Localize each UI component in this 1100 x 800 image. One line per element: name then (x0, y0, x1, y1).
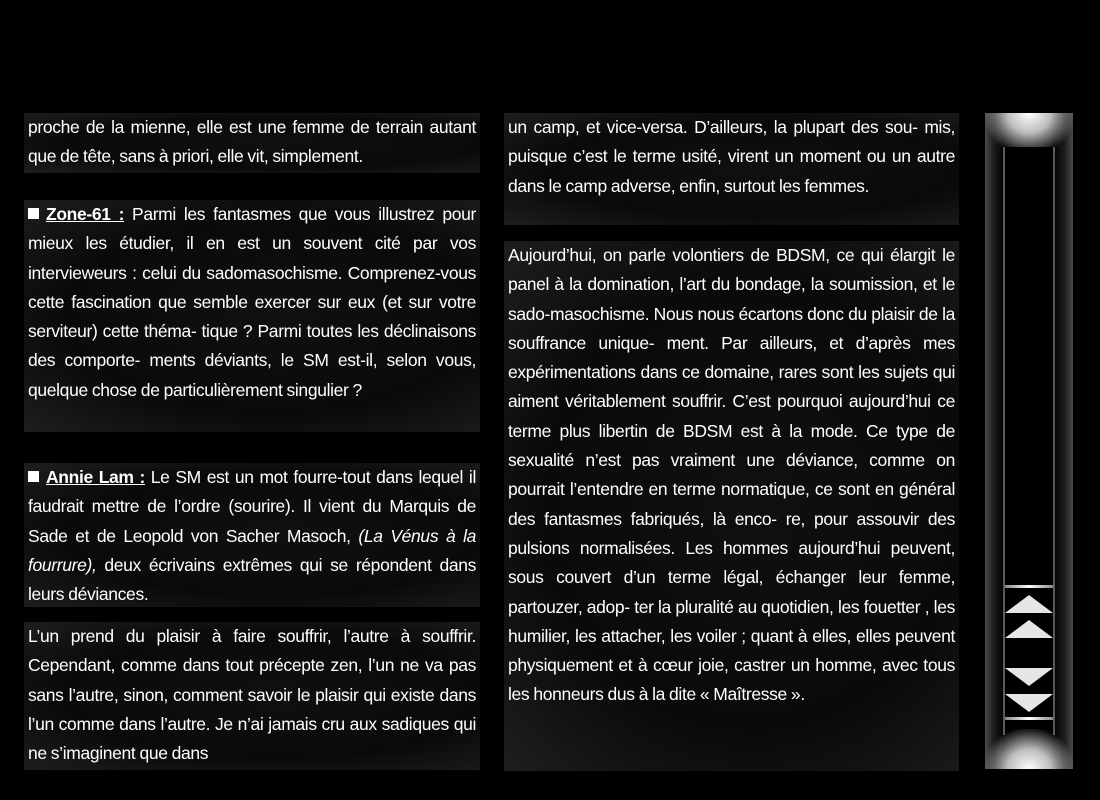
book-title: (La Vénus à la fourrure), (28, 525, 476, 575)
question-block (24, 200, 480, 432)
answer-text: deux écrivains extrêmes qui se répondent dans leurs déviances. (28, 554, 476, 605)
paragraph: un camp, et vice-versa. D’ailleurs, la plupart des sou- mis, puisque c’est le terme usité, virent un moment ou un autre dans le camp adverse, enfin, surtout les femmes. (508, 117, 955, 196)
scroll-down-fast-icon[interactable] (1005, 694, 1053, 712)
speaker-label: Zone-61 : (46, 204, 125, 224)
scroll-down-icon[interactable] (1005, 668, 1053, 686)
paragraph (28, 463, 476, 607)
paragraph: proche de la mienne, elle est une femme de terrain autant que de tête, sans à priori, elle vit, simplement. (28, 117, 476, 167)
text-block (24, 113, 480, 173)
scroll-up-icon[interactable] (1005, 620, 1053, 638)
scroll-track[interactable] (1003, 147, 1055, 735)
text-block (504, 113, 959, 225)
bullet-square-icon (28, 471, 39, 482)
answer-text: Le SM est un mot fourre-tout dans lequel il faudrait mettre de l’ordre (sourire). Il vient du Marquis de Sade et de Leopold von Sacher Masoch, (28, 467, 476, 546)
scroll-divider (1005, 717, 1053, 720)
scroll-divider (1005, 585, 1053, 588)
scroll-panel[interactable] (985, 113, 1073, 769)
question-text: Parmi les fantasmes que vous illustrez pour mieux les étudier, il en est un souvent cité par vos intervieweurs : celui du sadomasochisme. Comprenez-vous cette fascination que semble exercer sur eux (et sur votre serviteur) cette théma- tique ? Parmi toutes les déclinaisons des comporte- ments déviants, le SM est-il, selon vous, quelque chose de particulièrement singulier ? (28, 204, 476, 400)
text-block (24, 622, 480, 770)
speaker-label: Annie Lam : (46, 467, 145, 487)
text-block (504, 241, 959, 771)
scroll-up-fast-icon[interactable] (1005, 595, 1053, 613)
answer-block (24, 463, 480, 607)
paragraph (28, 200, 476, 405)
paragraph: Aujourd’hui, on parle volontiers de BDSM, ce qui élargit le panel à la domination, l’art du bondage, la soumission, et le sado-masochisme. Nous nous écartons donc du plaisir de la souffrance unique- ment. Par ailleurs, et d’après mes expérimentations dans ce domaine, rares sont les sujets qui aiment véritablement souffrir. C’est pourquoi aujourd’hui ce terme plus libertin de BDSM est à la mode. Ce type de sexualité n’est pas vraiment une déviance, comme on pourrait l’entendre en terme normatique, ce sont en général des fantasmes fabriqués, là enco- re, pour assouvir des pulsions normalisées. Les hommes aujourd’hui peuvent, sous couvert d’un terme légal, échanger leur femme, partouzer, adop- ter la pluralité au quotidien, les fouetter , les humilier, les attacher, les voiler ; quant à elles, elles peuvent physiquement et à cœur joie, castrer un homme, avec tous les honneurs dus à la dite « Maîtresse ». (508, 245, 955, 705)
bullet-square-icon (28, 208, 39, 219)
scroll-panel-bottom-cap (985, 729, 1073, 769)
paragraph: L’un prend du plaisir à faire souffrir, l’autre à souffrir. Cependant, comme dans tout précepte zen, l’un ne va pas sans l’autre, sinon, comment savoir le plaisir qui existe dans l’un comme dans l’autre. Je n’ai jamais cru aux sadiques qui ne s’imaginent que dans (28, 626, 476, 764)
